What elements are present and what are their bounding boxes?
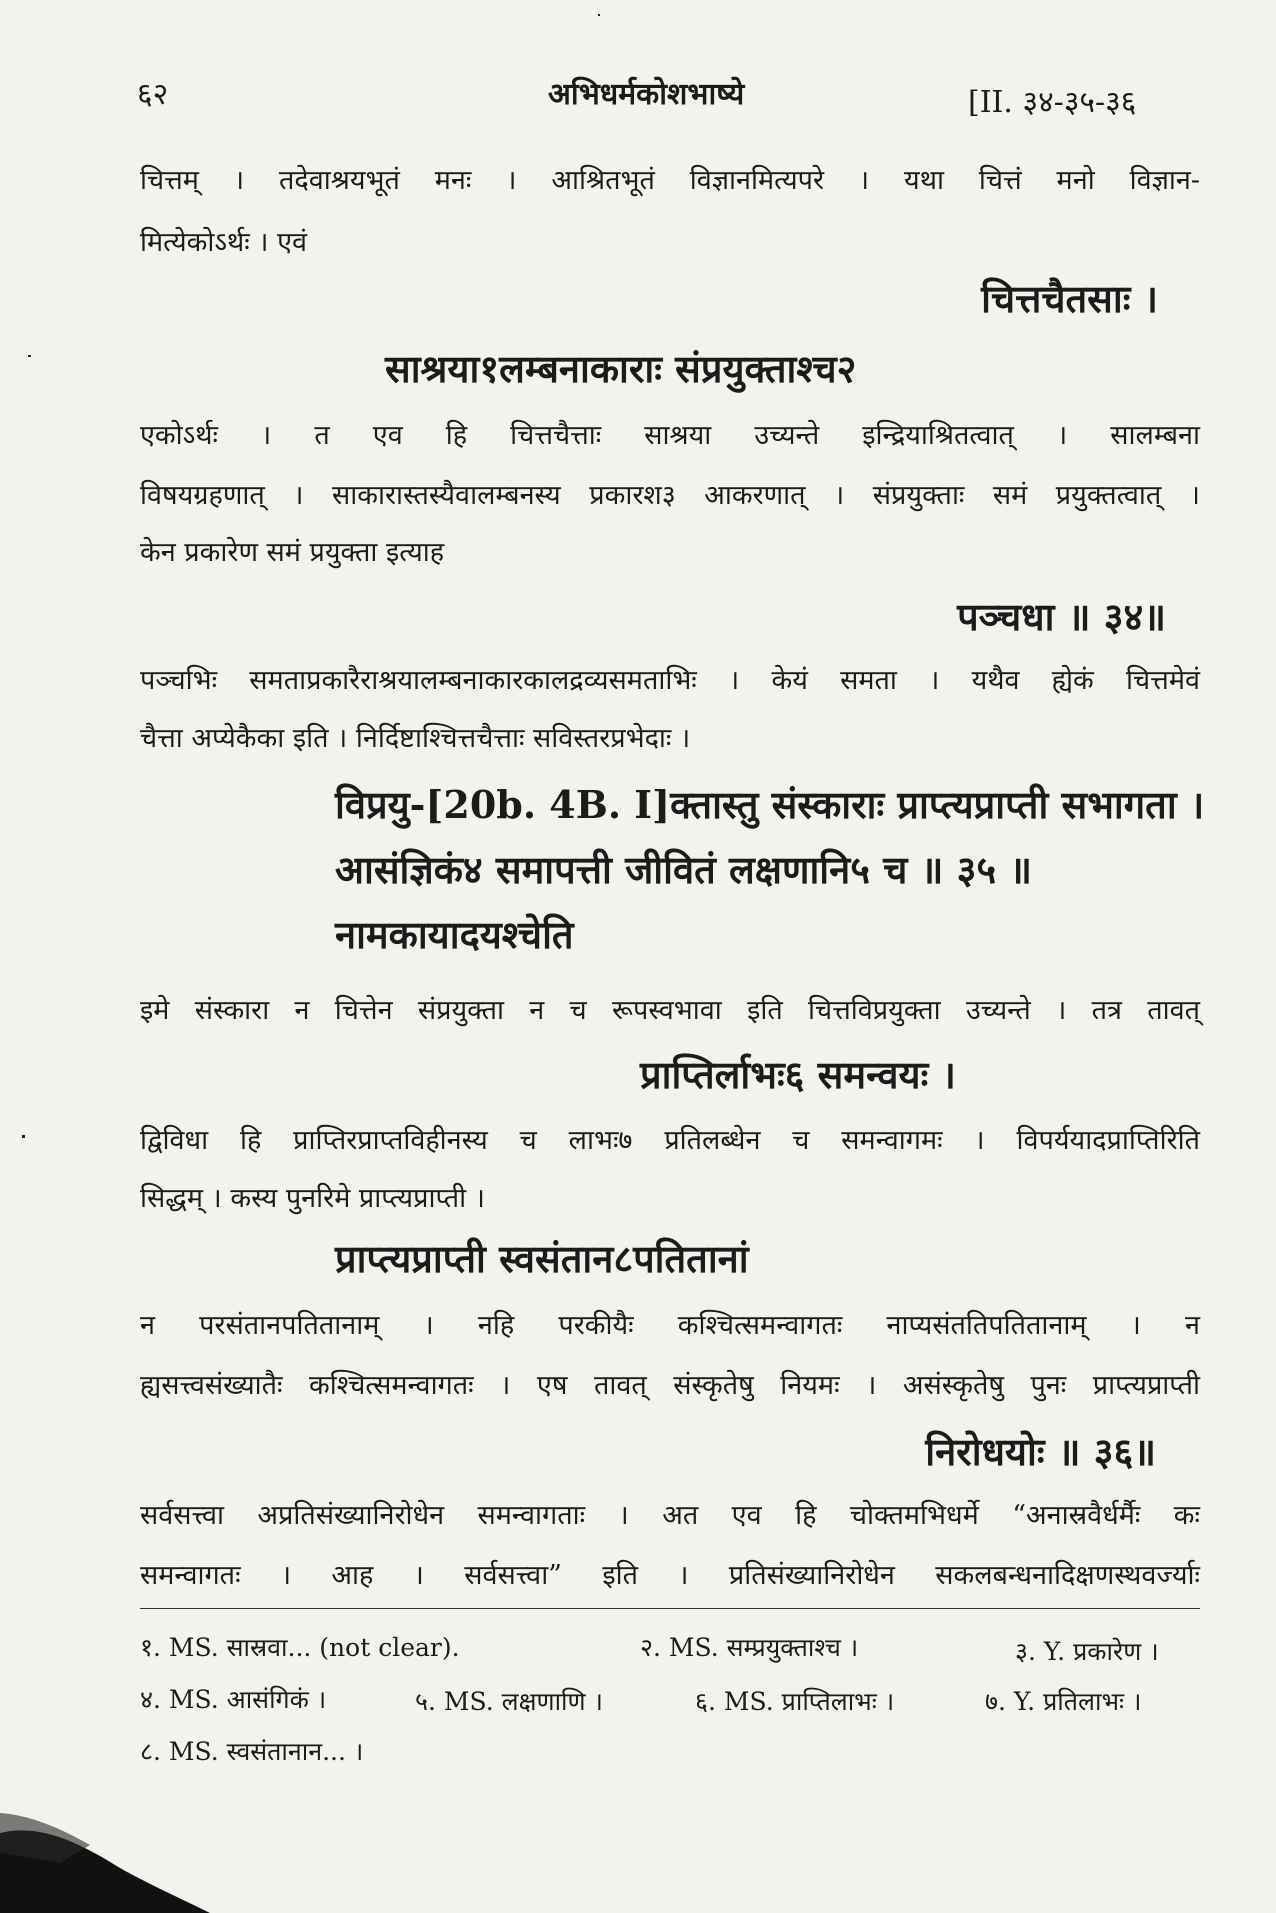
scan-mark (598, 14, 600, 16)
text-line: द्विविधा हि प्राप्तिरप्राप्तविहीनस्य च लाभः७ प्रतिलब्धेन च समन्वागमः । विपर्ययादप्राप्तिरिति (140, 1125, 1200, 1156)
text-line: केन प्रकारेण समं प्रयुक्ता इत्याह (140, 537, 445, 568)
verse-line: नामकायादयश्चेति (335, 912, 574, 957)
footnote: १. MS. सास्रवा... (not clear). (140, 1633, 460, 1662)
text-line: ह्यसत्त्वसंख्यातैः कश्चित्समन्वागतः । एष तावत् संस्कृतेषु नियमः । असंस्कृतेषु पुनः प्राप्त्यप्राप्ती (140, 1370, 1200, 1401)
verse-line: प्राप्तिर्लाभः६ समन्वयः । (640, 1052, 956, 1097)
footnote: ८. MS. स्वसंतानान... । (140, 1737, 364, 1766)
page-number: ६२ (137, 77, 169, 112)
text-line: चैत्ता अप्येकैका इति । निर्दिष्टाश्चित्तचैत्ताः सविस्तरप्रभेदाः । (140, 723, 691, 754)
text-line: विषयग्रहणात् । साकारास्तस्यैवालम्बनस्य प्रकारश३ आकरणात् । संप्रयुक्ताः समं प्रयुक्तत्वात् । (140, 480, 1200, 511)
footnote: ३. Y. प्रकारेण । (1015, 1637, 1159, 1666)
footnote: ६. MS. प्राप्तिलाभः । (695, 1687, 895, 1716)
verse-line: प्राप्त्यप्राप्ती स्वसंतान८पतितानां (335, 1236, 749, 1281)
scan-mark (28, 355, 31, 357)
text-line: न परसंतानपतितानाम् । नहि परकीयैः कश्चित्समन्वागतः नाप्यसंततिपतितानाम् । न (140, 1310, 1200, 1341)
running-title: अभिधर्मकोशभाष्ये (548, 77, 745, 112)
scan-shadow (0, 1773, 260, 1913)
verse-line: पञ्चधा ॥ ३४॥ (957, 594, 1166, 639)
text-line: समन्वागतः । आह । सर्वसत्त्वा” इति । प्रतिसंख्यानिरोधेन सकलबन्धनादिक्षणस्थवर्ज्याः (140, 1560, 1200, 1591)
text-line: सिद्धम् । कस्य पुनरिमे प्राप्त्यप्राप्ती । (140, 1183, 485, 1214)
footnote: २. MS. सम्प्रयुक्ताश्च । (640, 1633, 859, 1662)
scan-mark (22, 1135, 25, 1138)
footnote: ४. MS. आसंगिकं । (140, 1685, 327, 1714)
text-line: इमे संस्कारा न चित्तेन संप्रयुक्ता न च रूपस्वभावा इति चित्तविप्रयुक्ता उच्यन्ते । तत्र तावत् (140, 995, 1200, 1026)
section-reference: [II. ३४-३५-३६ (968, 85, 1137, 120)
text-line: पञ्चभिः समताप्रकारैराश्रयालम्बनाकारकालद्रव्यसमताभिः । केयं समता । यथैव ह्येकं चित्तमेवं (140, 665, 1200, 696)
verse-line: चित्तचैतसाः । (981, 276, 1158, 321)
text-line: चित्तम् । तदेवाश्रयभूतं मनः । आश्रितभूतं विज्ञानमित्यपरे । यथा चित्तं मनो विज्ञान- (140, 165, 1200, 196)
footnote-separator (140, 1608, 1200, 1609)
verse-line: विप्रयु-[20b. 4B. I]क्तास्तु संस्काराः प्राप्त्यप्राप्ती सभागता । (335, 782, 1205, 827)
verse-line: निरोधयोः ॥ ३६॥ (925, 1429, 1156, 1474)
text-line: एकोऽर्थः । त एव हि चित्तचैत्ताः साश्रया उच्यन्ते इन्द्रियाश्रितत्वात् । सालम्बना (140, 420, 1200, 451)
verse-line: साश्रया१लम्बनाकाराः संप्रयुक्ताश्च२ (385, 346, 857, 391)
verse-line: आसंज्ञिकं४ समापत्ती जीवितं लक्षणानि५ च ॥ ३५ ॥ (335, 847, 1033, 892)
footnote: ७. Y. प्रतिलाभः । (985, 1687, 1142, 1716)
text-line: मित्येकोऽर्थः । एवं (140, 227, 308, 258)
footnote: ५. MS. लक्षणाणि । (415, 1687, 604, 1716)
text-line: सर्वसत्त्वा अप्रतिसंख्यानिरोधेन समन्वागताः । अत एव हि चोक्तमभिधर्मे “अनास्रवैर्धर्मैः कः (140, 1500, 1200, 1531)
